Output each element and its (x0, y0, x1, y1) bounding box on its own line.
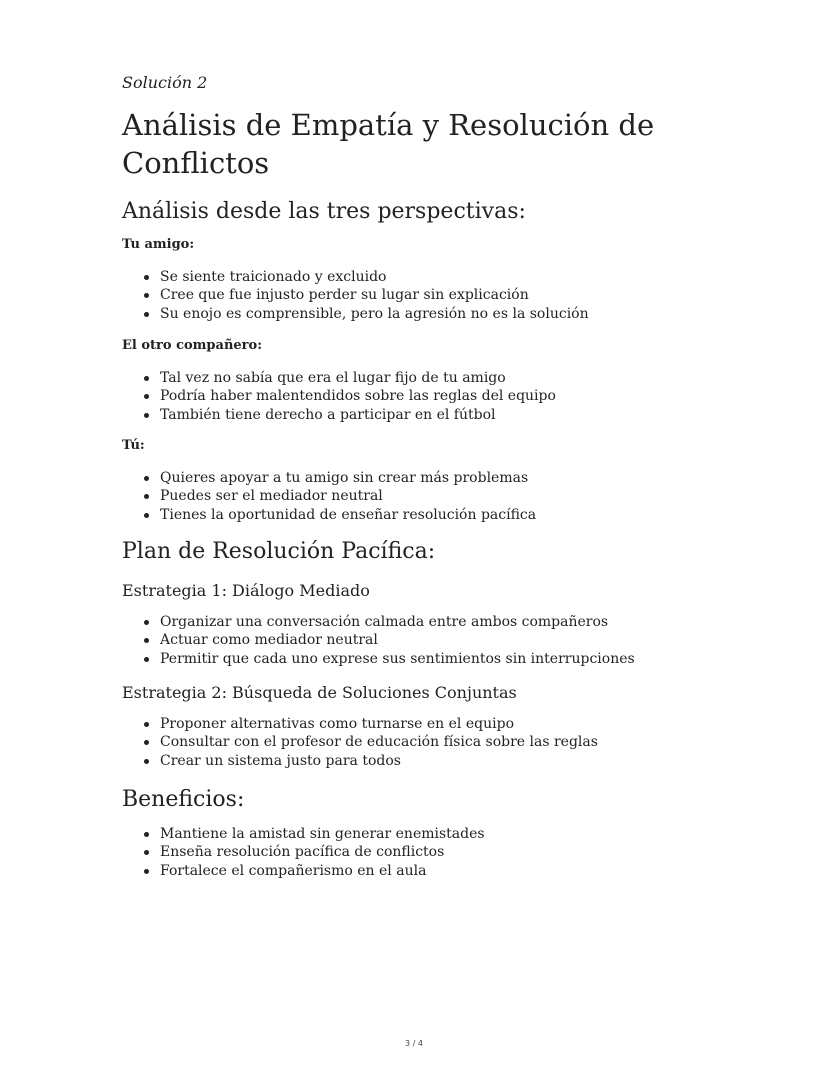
solution-kicker: Solución 2 (122, 73, 208, 92)
document-title: Análisis de Empatía y Resolución de Conflictos (122, 108, 655, 180)
list-item: Organizar una conversación calmada entre ambos compañeros (142, 613, 635, 631)
list-item: Actuar como mediador neutral (142, 631, 635, 649)
list-item: Consultar con el profesor de educación física sobre las reglas (142, 733, 598, 751)
benefits-list (142, 825, 485, 880)
perspective-label-you: Tú: (122, 438, 145, 453)
perspective-label-friend: Tu amigo: (122, 237, 195, 252)
list-item: Su enojo es comprensible, pero la agresión no es la solución (142, 305, 589, 323)
page-number: 3 / 4 (405, 1039, 423, 1048)
plan-heading: Plan de Resolución Pacífica: (122, 539, 436, 564)
perspective-list-you (142, 469, 536, 524)
list-item: Enseña resolución pacífica de conflictos (142, 843, 485, 861)
benefits-heading: Beneficios: (122, 787, 245, 812)
list-item: Cree que fue injusto perder su lugar sin explicación (142, 286, 589, 304)
strategy-2-list (142, 715, 598, 770)
list-item: Tal vez no sabía que era el lugar fijo de tu amigo (142, 369, 556, 387)
perspective-label-other: El otro compañero: (122, 338, 262, 353)
list-item: Crear un sistema justo para todos (142, 752, 598, 770)
perspective-list-other (142, 369, 556, 424)
list-item: Proponer alternativas como turnarse en el equipo (142, 715, 598, 733)
list-item: También tiene derecho a participar en el fútbol (142, 406, 556, 424)
list-item: Tienes la oportunidad de enseñar resolución pacífica (142, 506, 536, 524)
list-item: Puedes ser el mediador neutral (142, 487, 536, 505)
list-item: Podría haber malentendidos sobre las reglas del equipo (142, 387, 556, 405)
list-item: Quieres apoyar a tu amigo sin crear más problemas (142, 469, 536, 487)
perspective-list-friend (142, 268, 589, 323)
list-item: Permitir que cada uno exprese sus sentimientos sin interrupciones (142, 650, 635, 668)
list-item: Se siente traicionado y excluido (142, 268, 589, 286)
strategy-2-title: Estrategia 2: Búsqueda de Soluciones Conjuntas (122, 683, 517, 702)
perspectives-heading: Análisis desde las tres perspectivas: (122, 199, 526, 224)
list-item: Mantiene la amistad sin generar enemistades (142, 825, 485, 843)
strategy-1-title: Estrategia 1: Diálogo Mediado (122, 581, 370, 600)
list-item: Fortalece el compañerismo en el aula (142, 862, 485, 880)
strategy-1-list (142, 613, 635, 668)
